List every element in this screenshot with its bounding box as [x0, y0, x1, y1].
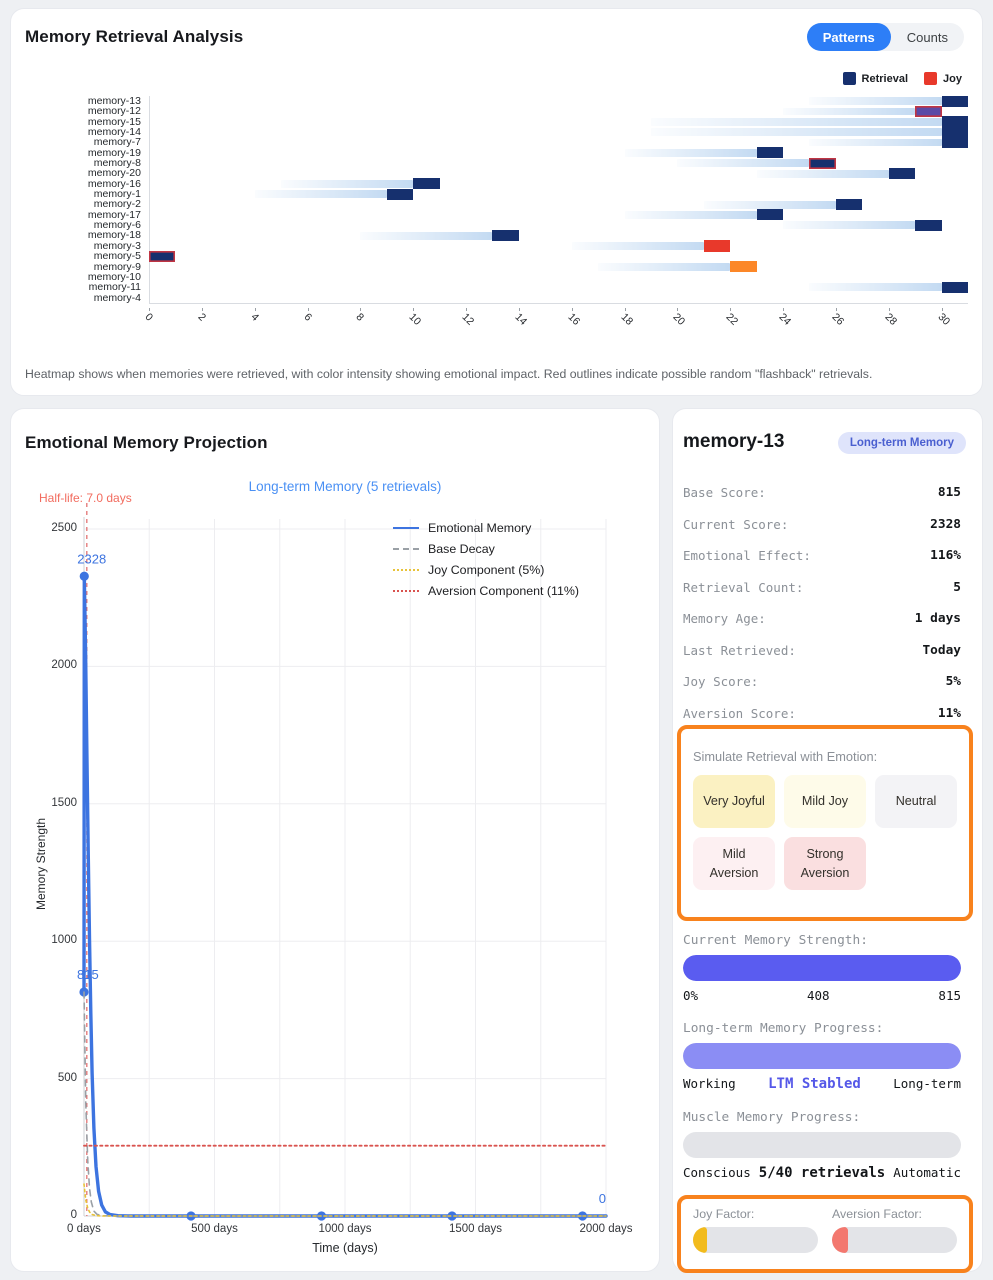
x-tick-label: 1500 days [448, 1223, 503, 1235]
stat-value: 2328 [930, 516, 961, 532]
progress-scale-labels [683, 1165, 961, 1181]
heatmap-row-label: memory-18 [87, 229, 141, 242]
progress-fill [683, 955, 961, 981]
y-tick-label: 0 [70, 1209, 77, 1221]
heatmap-trail [704, 201, 836, 209]
stat-label: Base Score: [683, 485, 766, 501]
factor-fill [693, 1227, 707, 1253]
patterns-counts-toggle [807, 23, 964, 51]
legend-label: Joy Component (5%) [428, 563, 545, 577]
projection-plot [77, 511, 606, 1216]
x-tick-label: 18 [618, 311, 635, 328]
progress-scale-labels [683, 988, 961, 1003]
heatmap-trail [783, 221, 915, 229]
stat-row [683, 477, 961, 509]
progress-bar [683, 1043, 961, 1069]
heatmap-trail [598, 263, 730, 271]
heatmap-row-label: memory-13 [87, 95, 141, 107]
heatmap-row-track [149, 282, 968, 292]
legend-line-swatch [393, 590, 419, 592]
retrieval-block[interactable] [730, 261, 756, 272]
stat-row [683, 635, 961, 667]
stat-value: 116% [930, 548, 961, 564]
legend-line-swatch [393, 527, 419, 529]
heatmap-row-track [149, 158, 968, 168]
heatmap-legend [843, 72, 962, 85]
stat-value: 11% [937, 705, 961, 721]
x-axis-title: Time (days) [312, 1241, 378, 1255]
x-tick-label: 500 days [191, 1223, 238, 1235]
retrieval-block-flashback[interactable] [915, 106, 941, 117]
legend-swatch [843, 72, 856, 85]
heatmap-caption: Heatmap shows when memories were retrieved, with color intensity showing emotional impact. Red outlines indicate possible random "flashback" retrievals. [25, 367, 873, 381]
heatmap-row-track [149, 117, 968, 127]
heatmap-row-track [149, 251, 968, 261]
x-tick-label: 26 [829, 311, 847, 328]
legend-line-swatch [393, 569, 419, 571]
stat-value: Today [922, 642, 961, 658]
retrieval-block[interactable] [942, 137, 968, 148]
heatmap-row-label: memory-10 [87, 270, 141, 283]
legend-label: Emotional Memory [428, 521, 532, 535]
heatmap-trail [625, 149, 757, 157]
stat-row [683, 572, 961, 604]
retrieval-block[interactable] [915, 220, 941, 231]
heatmap-row-track [149, 148, 968, 158]
x-tick-label: 4 [248, 311, 261, 324]
heatmap-row-label: memory-16 [87, 177, 141, 190]
heatmap-row [11, 241, 984, 251]
heatmap-panel-title: Memory Retrieval Analysis [25, 27, 244, 46]
x-tick-label: 30 [935, 311, 952, 328]
heatmap-row [11, 168, 984, 178]
progress-bar [683, 955, 961, 981]
x-tick-label: 2000 days [579, 1223, 633, 1235]
retrieval-block-flashback[interactable] [809, 158, 835, 169]
heatmap-row-track [149, 106, 968, 116]
progress-scale-labels [683, 1076, 961, 1092]
heatmap-row [11, 137, 984, 147]
heatmap-x-axis [142, 308, 968, 342]
legend-label: Joy [943, 72, 962, 85]
x-tick-label: 24 [776, 311, 794, 328]
heatmap-row-track [149, 127, 968, 137]
heatmap-row [11, 127, 984, 137]
stat-value: 5 [953, 579, 961, 595]
simulate-label: Simulate Retrieval with Emotion: [693, 749, 878, 764]
x-tick-label: 8 [353, 311, 367, 324]
memory-name-title: memory-13 [683, 431, 785, 452]
retrieval-block-flashback[interactable] [149, 251, 175, 262]
progress-label: Current Memory Strength: [683, 933, 868, 948]
heatmap-trail [757, 170, 889, 178]
heatmap-row [11, 220, 984, 230]
retrieval-block[interactable] [836, 199, 862, 210]
factor-fill [832, 1227, 848, 1253]
simulate-button-grid [693, 775, 957, 890]
stat-value: 815 [937, 485, 961, 501]
legend-label: Base Decay [428, 542, 495, 556]
memory-retrieval-analysis-panel [10, 8, 983, 396]
retrieval-block[interactable] [704, 240, 730, 251]
heatmap-row-label: memory-15 [87, 115, 141, 128]
factor-bar [832, 1227, 957, 1253]
simulate-strong-aversion-button[interactable]: Strong Aversion [784, 837, 866, 890]
factor-group [693, 1207, 818, 1261]
heatmap-row-track [149, 230, 968, 240]
point-label: 2328 [77, 551, 107, 567]
factor-label: Aversion Factor: [832, 1207, 922, 1221]
heatmap-row-track [149, 262, 968, 272]
x-tick-label: 6 [301, 311, 314, 324]
x-tick-mark [308, 308, 309, 311]
x-tick-label: 0 days [67, 1223, 101, 1235]
data-point-marker [80, 572, 89, 581]
heatmap-trail [809, 139, 941, 147]
stat-label: Joy Score: [683, 674, 759, 690]
heatmap-row [11, 262, 984, 272]
heatmap-row-label: memory-12 [87, 105, 141, 118]
heatmap-row-label: memory-17 [87, 208, 141, 221]
x-tick-label: 14 [512, 311, 530, 328]
stat-value: 5% [945, 674, 961, 690]
x-tick-label: 20 [670, 311, 688, 328]
heatmap-row [11, 189, 984, 199]
stat-label: Current Score: [683, 516, 789, 532]
x-tick-mark [942, 308, 943, 311]
retrieval-block[interactable] [492, 230, 518, 241]
heatmap-trail [281, 180, 413, 188]
x-tick-label: 0 [142, 311, 156, 324]
projection-chart-title: Long-term Memory (5 retrievals) [248, 479, 442, 494]
simulate-very-joyful-button[interactable]: Very Joyful [693, 775, 775, 828]
heatmap-row-label: memory-14 [87, 126, 141, 139]
legend-line-swatch [393, 548, 419, 550]
heatmap-row-label: memory-1 [93, 188, 141, 201]
progress-fill [683, 1043, 961, 1069]
progress-bar [683, 1132, 961, 1158]
heatmap-trail [572, 242, 704, 250]
heatmap-row [11, 199, 984, 209]
heatmap-row-label: memory-19 [87, 146, 141, 159]
point-label: 815 [77, 967, 99, 983]
progress-scale-left: Working [683, 1076, 736, 1091]
retrieval-block[interactable] [757, 147, 783, 158]
stat-label: Emotional Effect: [683, 548, 811, 564]
x-tick-label: 12 [459, 311, 477, 328]
x-tick-label: 16 [565, 311, 582, 328]
stat-label: Memory Age: [683, 611, 766, 627]
stat-row [683, 603, 961, 635]
heatmap-legend-item [924, 72, 962, 85]
retrieval-block[interactable] [413, 178, 439, 189]
retrieval-block[interactable] [942, 282, 968, 293]
legend-label: Retrieval [861, 72, 909, 85]
projection-panel-title: Emotional Memory Projection [25, 433, 268, 452]
y-tick-label: 1000 [51, 934, 77, 947]
memory-stats-list [683, 477, 961, 729]
heatmap-row [11, 96, 984, 106]
factor-box [677, 1195, 973, 1273]
simulate-mild-aversion-button[interactable]: Mild Aversion [693, 837, 775, 890]
heatmap-row-label: memory-4 [93, 291, 141, 304]
x-tick-label: 10 [406, 311, 424, 328]
heatmap-row-label: memory-8 [93, 157, 141, 170]
projection-legend-item [393, 563, 579, 577]
heatmap-row [11, 230, 984, 240]
progress-scale-center: 5/40 retrievals [758, 1165, 886, 1181]
heatmap-row [11, 106, 984, 116]
heatmap-row-track [149, 241, 968, 251]
legend-swatch [924, 72, 937, 85]
progress-scale-left: 0% [683, 988, 699, 1003]
x-tick-label: 2 [195, 311, 208, 324]
heatmap-trail [677, 159, 809, 167]
stat-row [683, 666, 961, 698]
simulate-neutral-button[interactable]: Neutral [875, 775, 957, 828]
heatmap-row-label: memory-2 [93, 198, 141, 211]
factor-label: Joy Factor: [693, 1207, 755, 1221]
heatmap-trail [255, 190, 387, 198]
progress-scale-left: Conscious [683, 1165, 751, 1180]
legend-label: Aversion Component (11%) [428, 584, 580, 598]
projection-legend-item [393, 542, 579, 556]
x-tick-mark [625, 308, 626, 311]
heatmap-trail [625, 211, 757, 219]
progress-group [683, 1021, 961, 1092]
y-tick-label: 1500 [51, 796, 77, 809]
heatmap-row [11, 293, 984, 303]
stat-row [683, 509, 961, 541]
patterns-tab[interactable]: Patterns [807, 23, 891, 51]
progress-group [683, 1110, 961, 1181]
heatmap-row-track [149, 179, 968, 189]
heatmap-row [11, 210, 984, 220]
progress-label: Muscle Memory Progress: [683, 1110, 861, 1125]
stat-label: Retrieval Count: [683, 579, 804, 595]
heatmap-row [11, 117, 984, 127]
heatmap-row-track [149, 199, 968, 209]
heatmap-legend-item [843, 72, 908, 85]
factor-group [832, 1207, 957, 1261]
y-tick-label: 2000 [51, 659, 77, 672]
heatmap-row-track [149, 272, 968, 282]
heatmap-row [11, 179, 984, 189]
heatmap-trail [360, 232, 492, 240]
heatmap-row-track [149, 189, 968, 199]
stat-value: 1 days [914, 611, 961, 627]
x-tick-label: 28 [882, 311, 899, 328]
heatmap-row [11, 158, 984, 168]
heatmap-row-label: memory-7 [93, 136, 141, 149]
stat-label: Aversion Score: [683, 705, 796, 721]
x-tick-label: 22 [723, 311, 741, 328]
emotional-memory-projection-panel [10, 408, 660, 1272]
progress-scale-center: 408 [806, 988, 830, 1003]
heatmap-row-label: memory-3 [93, 239, 141, 252]
heatmap-row-label: memory-11 [88, 281, 141, 294]
stat-row [683, 540, 961, 572]
heatmap-trail [809, 283, 941, 291]
factor-bar [693, 1227, 818, 1253]
progress-scale-center: LTM Stabled [768, 1076, 861, 1092]
memory-detail-panel [672, 408, 983, 1272]
heatmap-row [11, 251, 984, 261]
heatmap-trail [651, 128, 942, 136]
x-tick-label: 1000 days [318, 1223, 372, 1235]
heatmap-row-label: memory-6 [93, 219, 141, 232]
y-tick-label: 2500 [51, 522, 77, 534]
heatmap-row-track [149, 96, 968, 106]
retrieval-block[interactable] [387, 189, 413, 200]
simulate-mild-joy-button[interactable]: Mild Joy [784, 775, 866, 828]
heatmap-row [11, 272, 984, 282]
y-axis-title: Memory Strength [34, 817, 49, 910]
progress-label: Long-term Memory Progress: [683, 1021, 884, 1036]
heatmap-row [11, 282, 984, 292]
simulate-retrieval-box [677, 725, 973, 921]
heatmap-row-track [149, 293, 968, 303]
heatmap-row-label: memory-5 [93, 250, 141, 263]
heatmap-row-track [149, 137, 968, 147]
heatmap-row-label: memory-20 [87, 167, 141, 180]
y-tick-label: 500 [57, 1071, 77, 1084]
heatmap-row-track [149, 220, 968, 230]
memory-type-badge: Long-term Memory [838, 432, 966, 454]
progress-group [683, 933, 961, 1003]
heatmap-chart [11, 96, 984, 303]
progress-scale-right: Automatic [893, 1165, 961, 1180]
heatmap-row-track [149, 210, 968, 220]
heatmap-row [11, 148, 984, 158]
projection-legend [393, 521, 579, 598]
projection-legend-item [393, 521, 579, 535]
retrieval-block[interactable] [889, 168, 915, 179]
retrieval-block[interactable] [757, 209, 783, 220]
heatmap-row-label: memory-9 [93, 260, 141, 273]
heatmap-trail [809, 97, 941, 105]
progress-scale-right: 815 [938, 988, 961, 1003]
heatmap-trail [783, 108, 915, 116]
halflife-annotation: Half-life: 7.0 days [39, 491, 132, 505]
heatmap-row-track [149, 168, 968, 178]
projection-svg [77, 511, 606, 1216]
counts-tab[interactable]: Counts [906, 29, 948, 45]
projection-legend-item [393, 584, 579, 598]
retrieval-block[interactable] [942, 96, 968, 107]
point-label: 0 [598, 1191, 606, 1206]
progress-scale-right: Long-term [893, 1076, 961, 1091]
stat-label: Last Retrieved: [683, 642, 796, 658]
heatmap-trail [651, 118, 942, 126]
